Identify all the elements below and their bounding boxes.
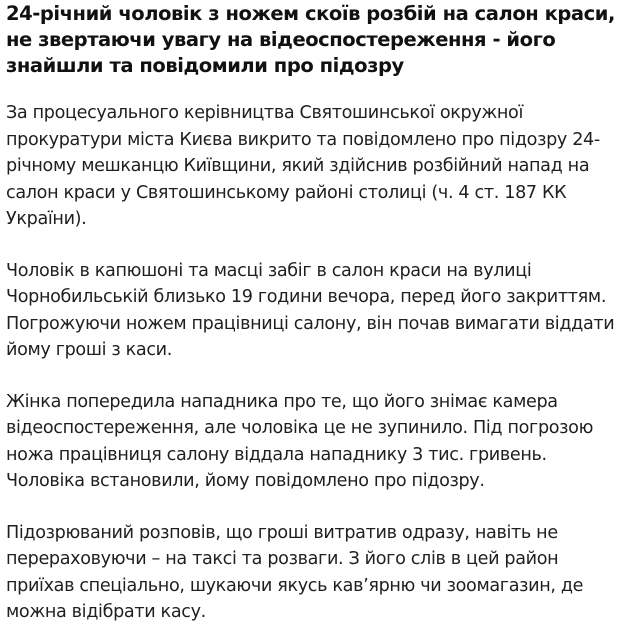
article-headline: 24-річний чоловік з ножем скоїв розбій на салон краси, не звертаючи увагу на відеоспостереження - його знайшли та повідомили про підозру [6,2,615,77]
article-paragraph-2: Чоловік в капюшоні та масці забіг в салон краси на вулиці Чорнобильській близько 19 години вечора, перед його закриттям. Погрожуючи ножем працівниці салону, він почав вимагати віддати йому гроші з каси. [6,260,615,360]
article-paragraph-3: Жінка попередила нападника про те, що його знімає камера відеоспостереження, але чоловіка це не зупинило. Під погрозою ножа працівниця салону віддала нападнику 3 тис. гривень. Чоловіка встановили, йому повідомлено про підозру. [6,391,594,491]
article-paragraph-1: За процесуального керівництва Святошинської окружної прокуратури міста Києва викрито та повідомлено про підозру 24-річному мешканцю Київщини, який здійснив розбійний напад на салон краси у Святошинському районі столиці (ч. 4 ст. 187 КК України). [6,103,600,229]
article-paragraph-4: Підозрюваний розповів, що гроші витратив одразу, навіть не перераховуючи – на таксі та розваги. З його слів в цей район приїхав спеціально, шукаючи якусь кав’ярню чи зоомагазин, де можна відібрати касу. [6,522,584,622]
